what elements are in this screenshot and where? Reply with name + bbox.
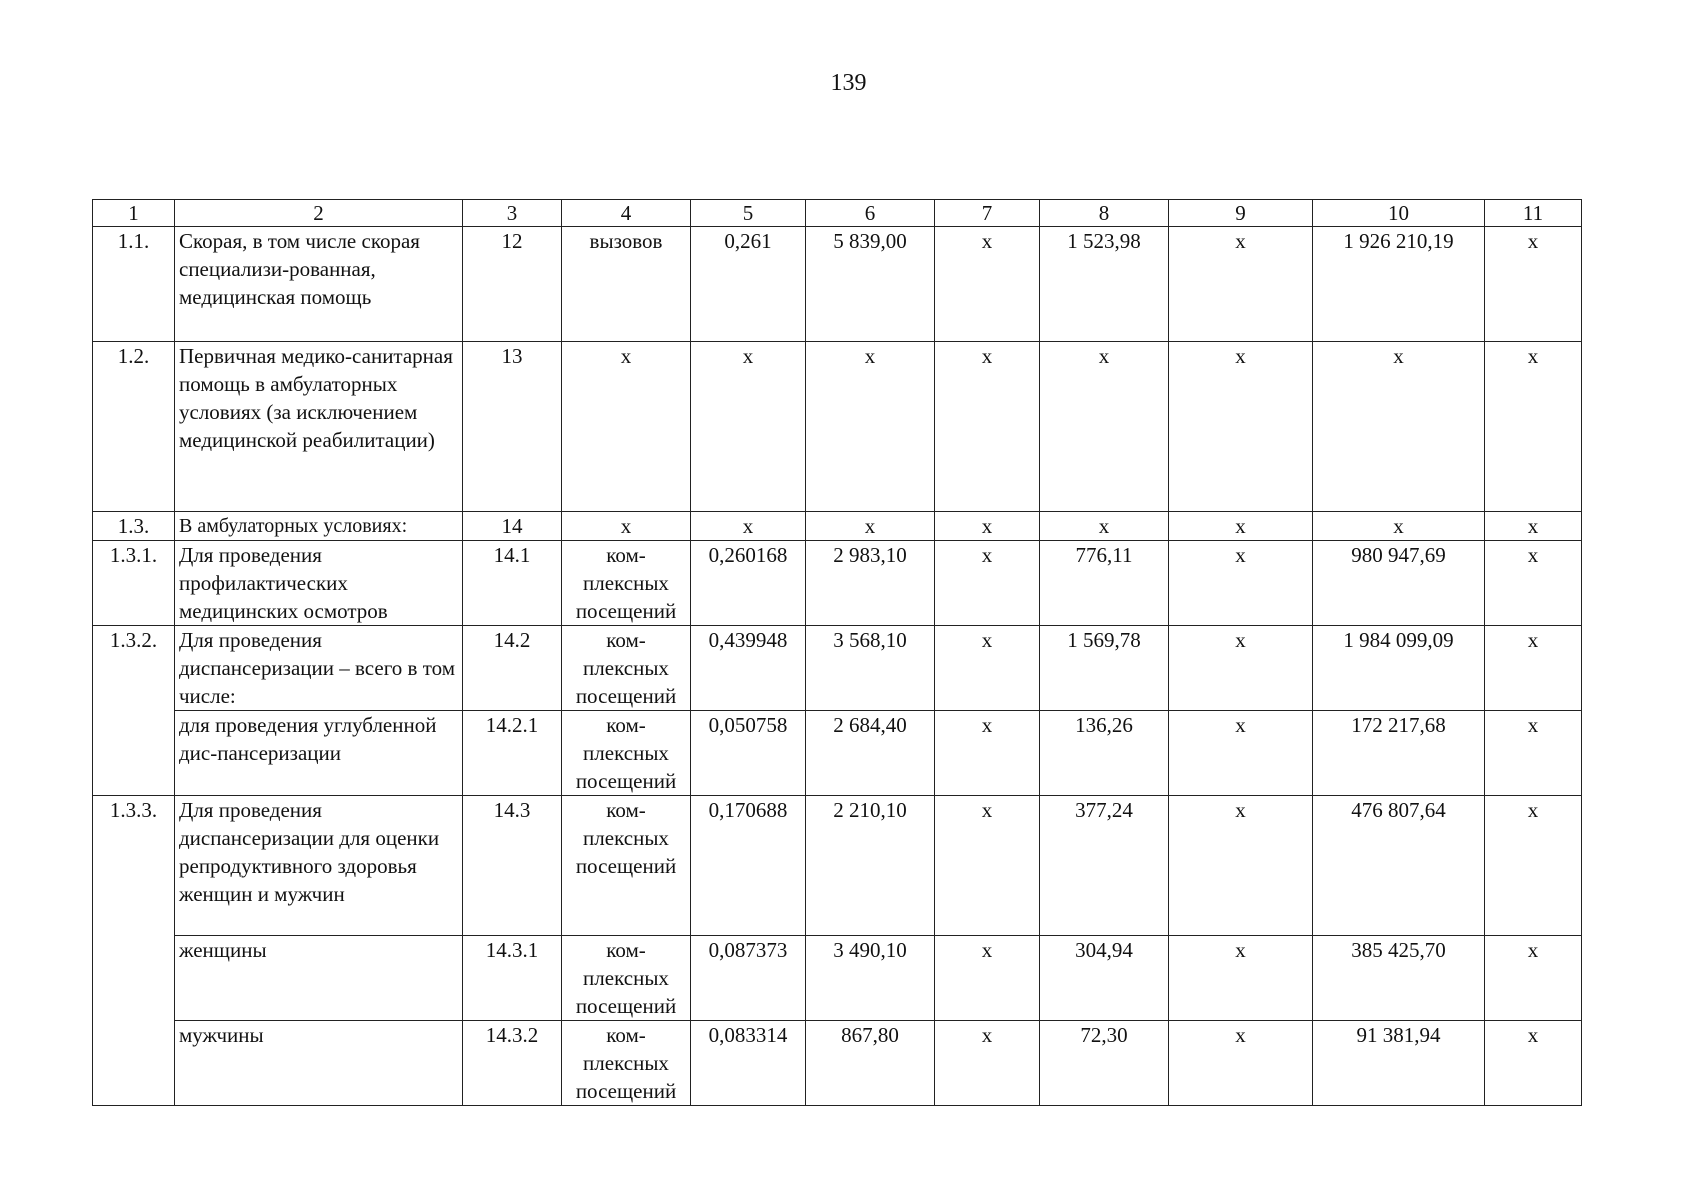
cell-col10: 91 381,94 [1313, 1021, 1485, 1106]
row-code: 14.3.2 [463, 1021, 562, 1106]
header-cell: 7 [935, 200, 1040, 227]
row-name: Скорая, в том числе скорая специализи-рованная, медицинская помощь [175, 227, 463, 342]
cell-col10: х [1313, 342, 1485, 512]
row-code: 13 [463, 342, 562, 512]
cell-col8: 776,11 [1040, 541, 1169, 626]
header-cell: 9 [1169, 200, 1313, 227]
cell-col7: х [935, 541, 1040, 626]
cell-col11: х [1485, 711, 1582, 796]
cell-col8: х [1040, 342, 1169, 512]
row-number: 1.3.3. [93, 796, 175, 1106]
cell-col10: х [1313, 512, 1485, 541]
cell-col11: х [1485, 626, 1582, 711]
table-row [93, 711, 1582, 796]
row-name: Для проведения диспансеризации для оценки репродуктивного здоровья женщин и мужчин [175, 796, 463, 936]
cell-col11: х [1485, 936, 1582, 1021]
cell-col9: х [1169, 512, 1313, 541]
table-row [93, 342, 1582, 512]
row-unit: ком-плексных посещений [562, 1021, 691, 1106]
cell-col5: 0,087373 [691, 936, 806, 1021]
row-number: 1.3.1. [93, 541, 175, 626]
cell-col5: 0,050758 [691, 711, 806, 796]
cell-col6: х [806, 342, 935, 512]
cell-col10: 980 947,69 [1313, 541, 1485, 626]
cell-col7: х [935, 1021, 1040, 1106]
cell-col6: 2 983,10 [806, 541, 935, 626]
header-cell: 11 [1485, 200, 1582, 227]
row-unit: ком-плексных посещений [562, 796, 691, 936]
row-unit: ком-плексных посещений [562, 626, 691, 711]
cell-col10: 476 807,64 [1313, 796, 1485, 936]
row-name: женщины [175, 936, 463, 1021]
cell-col8: 72,30 [1040, 1021, 1169, 1106]
table-row [93, 796, 1582, 936]
page-number: 139 [830, 70, 867, 96]
cell-col9: х [1169, 1021, 1313, 1106]
row-number: 1.2. [93, 342, 175, 512]
row-number: 1.1. [93, 227, 175, 342]
cell-col11: х [1485, 227, 1582, 342]
cell-col10: 1 984 099,09 [1313, 626, 1485, 711]
table-row [93, 1021, 1582, 1106]
row-code: 14 [463, 512, 562, 541]
row-unit: ком-плексных посещений [562, 541, 691, 626]
row-name: Для проведения диспансеризации – всего в том числе: [175, 626, 463, 711]
row-code: 14.3.1 [463, 936, 562, 1021]
cell-col6: 3 490,10 [806, 936, 935, 1021]
data-table [92, 199, 1582, 1106]
cell-col7: х [935, 711, 1040, 796]
header-cell: 2 [175, 200, 463, 227]
cell-col10: 172 217,68 [1313, 711, 1485, 796]
cell-col9: х [1169, 541, 1313, 626]
cell-col11: х [1485, 512, 1582, 541]
cell-col11: х [1485, 541, 1582, 626]
header-row [93, 200, 1582, 227]
cell-col5: 0,260168 [691, 541, 806, 626]
cell-col6: 5 839,00 [806, 227, 935, 342]
header-cell: 10 [1313, 200, 1485, 227]
cell-col7: х [935, 796, 1040, 936]
row-unit: ком-плексных посещений [562, 711, 691, 796]
row-unit: х [562, 342, 691, 512]
row-unit: ком-плексных посещений [562, 936, 691, 1021]
cell-col5: 0,261 [691, 227, 806, 342]
row-number: 1.3. [93, 512, 175, 541]
table-row [93, 227, 1582, 342]
row-code: 12 [463, 227, 562, 342]
header-cell: 4 [562, 200, 691, 227]
cell-col6: 2 684,40 [806, 711, 935, 796]
header-cell: 3 [463, 200, 562, 227]
row-code: 14.3 [463, 796, 562, 936]
row-code: 14.1 [463, 541, 562, 626]
cell-col8: 304,94 [1040, 936, 1169, 1021]
row-unit: вызовов [562, 227, 691, 342]
cell-col6: х [806, 512, 935, 541]
cell-col10: 385 425,70 [1313, 936, 1485, 1021]
row-code: 14.2.1 [463, 711, 562, 796]
cell-col11: х [1485, 796, 1582, 936]
cell-col8: 1 569,78 [1040, 626, 1169, 711]
cell-col6: 867,80 [806, 1021, 935, 1106]
cell-col9: х [1169, 796, 1313, 936]
cell-col9: х [1169, 711, 1313, 796]
cell-col9: х [1169, 342, 1313, 512]
header-cell: 8 [1040, 200, 1169, 227]
header-cell: 6 [806, 200, 935, 227]
row-name: В амбулаторных условиях: [175, 512, 463, 541]
cell-col8: х [1040, 512, 1169, 541]
cell-col9: х [1169, 227, 1313, 342]
cell-col7: х [935, 626, 1040, 711]
cell-col7: х [935, 936, 1040, 1021]
cell-col6: 3 568,10 [806, 626, 935, 711]
cell-col9: х [1169, 936, 1313, 1021]
cell-col7: х [935, 227, 1040, 342]
cell-col5: 0,439948 [691, 626, 806, 711]
cell-col10: 1 926 210,19 [1313, 227, 1485, 342]
cell-col11: х [1485, 1021, 1582, 1106]
row-number: 1.3.2. [93, 626, 175, 796]
table-row [93, 936, 1582, 1021]
cell-col5: х [691, 342, 806, 512]
cell-col5: 0,083314 [691, 1021, 806, 1106]
cell-col9: х [1169, 626, 1313, 711]
cell-col11: х [1485, 342, 1582, 512]
cell-col5: х [691, 512, 806, 541]
row-unit: х [562, 512, 691, 541]
cell-col7: х [935, 342, 1040, 512]
header-cell: 5 [691, 200, 806, 227]
row-name: Первичная медико-санитарная помощь в амбулаторных условиях (за исключением медицинской реабилитации) [175, 342, 463, 512]
cell-col8: 136,26 [1040, 711, 1169, 796]
cell-col8: 1 523,98 [1040, 227, 1169, 342]
cell-col8: 377,24 [1040, 796, 1169, 936]
header-cell: 1 [93, 200, 175, 227]
table-row [93, 541, 1582, 626]
table-row [93, 626, 1582, 711]
row-name: мужчины [175, 1021, 463, 1106]
row-name: Для проведения профилактических медицинских осмотров [175, 541, 463, 626]
row-code: 14.2 [463, 626, 562, 711]
cell-col7: х [935, 512, 1040, 541]
table-row [93, 512, 1582, 541]
row-name: для проведения углубленной дис-пансеризации [175, 711, 463, 796]
cell-col5: 0,170688 [691, 796, 806, 936]
cell-col6: 2 210,10 [806, 796, 935, 936]
